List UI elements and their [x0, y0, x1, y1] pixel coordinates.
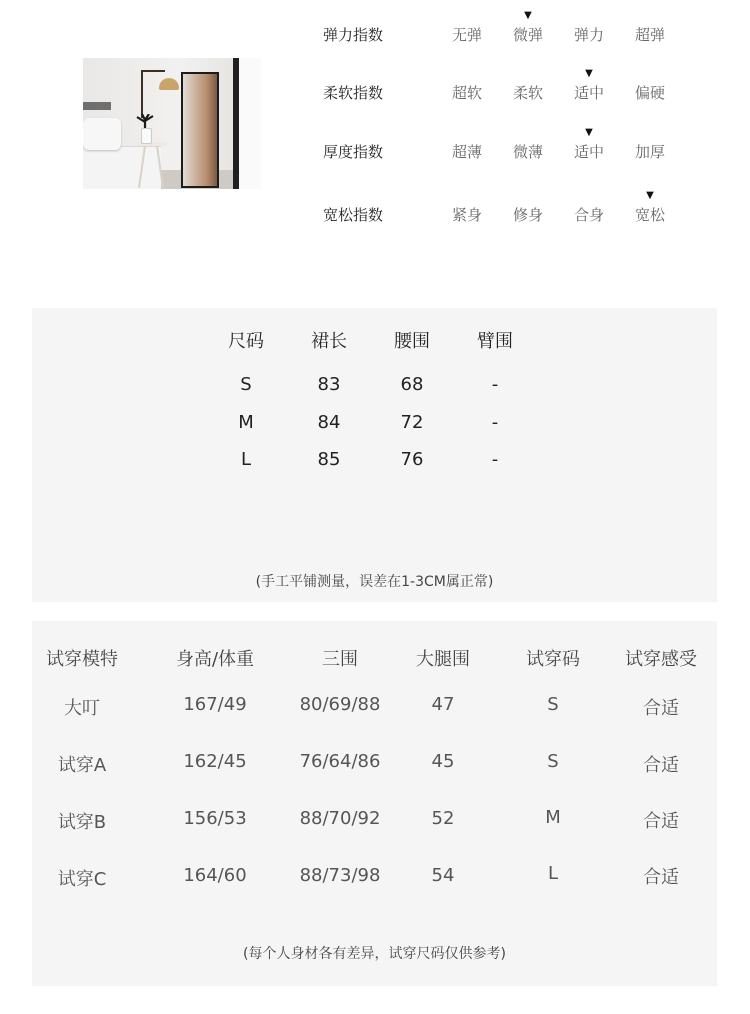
fit-cell: S — [547, 751, 559, 772]
fit-cell: 162/45 — [183, 751, 247, 772]
selected-marker-icon: ▼ — [646, 190, 654, 201]
size-cell: 72 — [400, 412, 424, 433]
fitting-table-panel — [32, 621, 717, 986]
index-label-thickness: 厚度指数 — [323, 143, 384, 161]
index-option-selected: 宽松 — [634, 206, 665, 224]
size-cell: - — [491, 374, 499, 395]
index-option: 加厚 — [634, 143, 665, 161]
fit-cell: 47 — [431, 694, 455, 715]
fit-cell: 167/49 — [183, 694, 247, 715]
index-option: 超软 — [451, 84, 482, 102]
index-option: 柔软 — [512, 84, 543, 102]
size-cell: L — [240, 449, 252, 470]
fit-cell: 52 — [431, 808, 455, 829]
fit-header-height-weight: 身高/体重 — [175, 649, 255, 670]
size-cell: 83 — [317, 374, 341, 395]
size-cell: 84 — [317, 412, 341, 433]
fit-cell: 76/64/86 — [299, 751, 381, 772]
fit-cell: 88/73/98 — [299, 865, 381, 886]
fit-header-feel: 试穿感受 — [625, 649, 697, 670]
size-cell: - — [491, 449, 499, 470]
fit-cell: 大叮 — [64, 698, 100, 719]
selected-marker-icon: ▼ — [524, 10, 532, 21]
fit-cell: 80/69/88 — [299, 694, 381, 715]
fit-cell: 164/60 — [183, 865, 247, 886]
size-cell: S — [240, 374, 252, 395]
index-option-selected: 适中 — [573, 84, 604, 102]
fit-cell: 合适 — [643, 867, 679, 888]
index-option-selected: 微弹 — [512, 26, 543, 44]
fit-header-thigh: 大腿围 — [416, 649, 470, 670]
index-label-elasticity: 弹力指数 — [323, 26, 384, 44]
index-option: 紧身 — [451, 206, 482, 224]
index-option: 偏硬 — [634, 84, 665, 102]
size-cell: - — [491, 412, 499, 433]
index-label-looseness: 宽松指数 — [323, 206, 384, 224]
size-cell: 85 — [317, 449, 341, 470]
fit-cell: L — [547, 863, 559, 884]
fit-cell: 88/70/92 — [299, 808, 381, 829]
fit-cell: 合适 — [643, 698, 679, 719]
fit-header-measurements: 三围 — [322, 649, 358, 670]
index-option: 超弹 — [634, 26, 665, 44]
size-table-panel — [32, 308, 717, 602]
fit-cell: 试穿C — [57, 869, 107, 890]
index-label-softness: 柔软指数 — [323, 84, 384, 102]
fit-cell: S — [547, 694, 559, 715]
size-header: 尺码 — [228, 331, 264, 352]
index-option: 修身 — [512, 206, 543, 224]
fit-cell: 54 — [431, 865, 455, 886]
fitting-table-note: (每个人身材各有差异，试穿尺码仅供参考) — [243, 946, 506, 962]
fabric-index-section — [0, 0, 750, 240]
fit-header-size: 试穿码 — [526, 649, 580, 670]
selected-marker-icon: ▼ — [585, 68, 593, 79]
index-option: 超薄 — [451, 143, 482, 161]
size-table-note: (手工平铺测量，误差在1-3CM属正常) — [255, 574, 494, 590]
size-cell: 76 — [400, 449, 424, 470]
index-option: 弹力 — [573, 26, 604, 44]
fit-cell: 试穿A — [57, 755, 107, 776]
index-option: 微薄 — [512, 143, 543, 161]
size-header: 腰围 — [394, 331, 430, 352]
fit-cell: 合适 — [643, 811, 679, 832]
index-option: 无弹 — [451, 26, 482, 44]
size-header: 裙长 — [311, 331, 347, 352]
index-option: 合身 — [573, 206, 604, 224]
fit-cell: 45 — [431, 751, 455, 772]
selected-marker-icon: ▼ — [585, 127, 593, 138]
size-cell: 68 — [400, 374, 424, 395]
fit-cell: 156/53 — [183, 808, 247, 829]
fit-cell: 合适 — [643, 755, 679, 776]
size-cell: M — [238, 412, 254, 433]
size-header: 臂围 — [477, 331, 513, 352]
fit-cell: M — [545, 807, 561, 828]
fit-cell: 试穿B — [57, 812, 107, 833]
fit-header-model: 试穿模特 — [46, 649, 118, 670]
index-option-selected: 适中 — [573, 143, 604, 161]
